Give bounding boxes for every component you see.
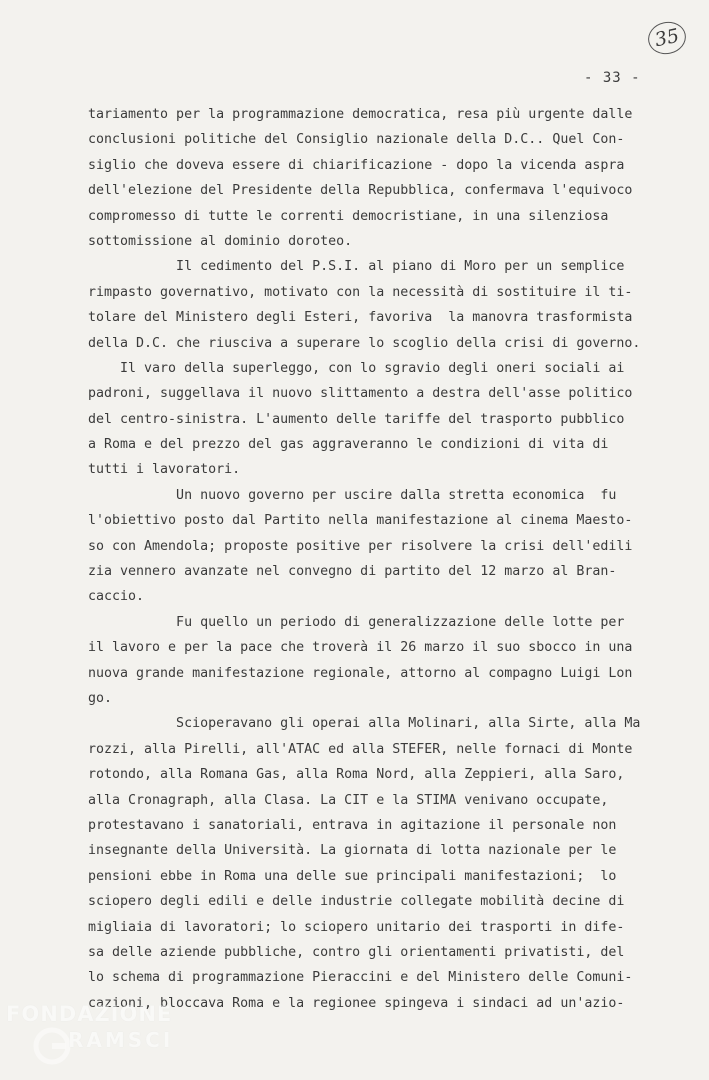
text-line: sciopero degli edili e delle industrie collegate mobilità decine di [88,894,625,910]
text-line: Scioperavano gli operai alla Molinari, alla Sirte, alla Ma [88,716,641,732]
page-number: - 33 - [584,70,641,86]
text-line: so con Amendola; proposte positive per risolvere la crisi dell'edili [88,538,633,554]
text-line: rozzi, alla Pirelli, all'ATAC ed alla STEFER, nelle fornaci di Monte [88,741,633,757]
text-line: siglio che doveva essere di chiarificazione - dopo la vicenda aspra [88,157,625,173]
text-line: Fu quello un periodo di generalizzazione delle lotte per [88,614,625,630]
typewritten-body [88,102,668,1016]
text-line: insegnante della Università. La giornata di lotta nazionale per le [88,843,617,859]
text-line: a Roma e del prezzo del gas aggraveranno le condizioni di vita di [88,437,609,453]
text-line: Il varo della superleggo, con lo sgravio degli oneri sociali ai [88,360,625,376]
text-line: go. [88,690,113,706]
text-line: l'obiettivo posto dal Partito nella manifestazione al cinema Maesto- [88,513,633,529]
watermark-line2: RAMSCI [68,1028,174,1052]
text-line: rimpasto governativo, motivato con la necessità di sostituire il ti- [88,284,633,300]
text-line: cazioni, bloccava Roma e la regionee spingeva i sindaci ad un'azio- [88,995,625,1011]
text-line: protestavano i sanatoriali, entrava in agitazione il personale non [88,817,617,833]
text-line: del centro-sinistra. L'aumento delle tariffe del trasporto pubblico [88,411,625,427]
watermark-line1: FONDAZIONE [6,1002,173,1026]
text-line: conclusioni politiche del Consiglio nazionale della D.C.. Quel Con- [88,132,625,148]
text-line: migliaia di lavoratori; lo sciopero unitario dei trasporti in dife- [88,919,625,935]
text-line: zia vennero avanzate nel convegno di partito del 12 marzo al Bran- [88,564,617,580]
text-line: dell'elezione del Presidente della Repubblica, confermava l'equivoco [88,183,633,199]
text-line: Il cedimento del P.S.I. al piano di Moro per un semplice [88,259,625,275]
text-line: alla Cronagraph, alla Clasa. La CIT e la STIMA venivano occupate, [88,792,609,808]
text-line: Un nuovo governo per uscire dalla stretta economica fu [88,487,617,503]
text-line: della D.C. che riusciva a superare lo scoglio della crisi di governo. [88,335,641,351]
text-line: rotondo, alla Romana Gas, alla Roma Nord, alla Zeppieri, alla Saro, [88,767,625,783]
text-line: nuova grande manifestazione regionale, attorno al compagno Luigi Lon [88,665,633,681]
text-line: tolare del Ministero degli Esteri, favoriva la manovra trasformista [88,310,633,326]
gramsci-logo-icon [32,1026,72,1066]
text-line: pensioni ebbe in Roma una delle sue principali manifestazioni; lo [88,868,617,884]
text-line: padroni, suggellava il nuovo slittamento a destra dell'asse politico [88,386,633,402]
text-line: sottomissione al dominio doroteo. [88,233,353,249]
text-line: sa delle aziende pubbliche, contro gli orientamenti privatisti, del [88,944,625,960]
text-line: compromesso di tutte le correnti democristiane, in una silenziosa [88,208,609,224]
text-line: il lavoro e per la pace che troverà il 26 marzo il suo sbocco in una [88,640,633,656]
fondazione-gramsci-watermark [6,1002,206,1072]
text-line: lo schema di programmazione Pieraccini e del Ministero delle Comuni- [88,970,633,986]
text-line: tariamento per la programmazione democratica, resa più urgente dalle [88,107,633,122]
archive-number-stamp: 35 [645,18,689,57]
text-line: caccio. [88,589,145,605]
text-line: tutti i lavoratori. [88,462,241,478]
